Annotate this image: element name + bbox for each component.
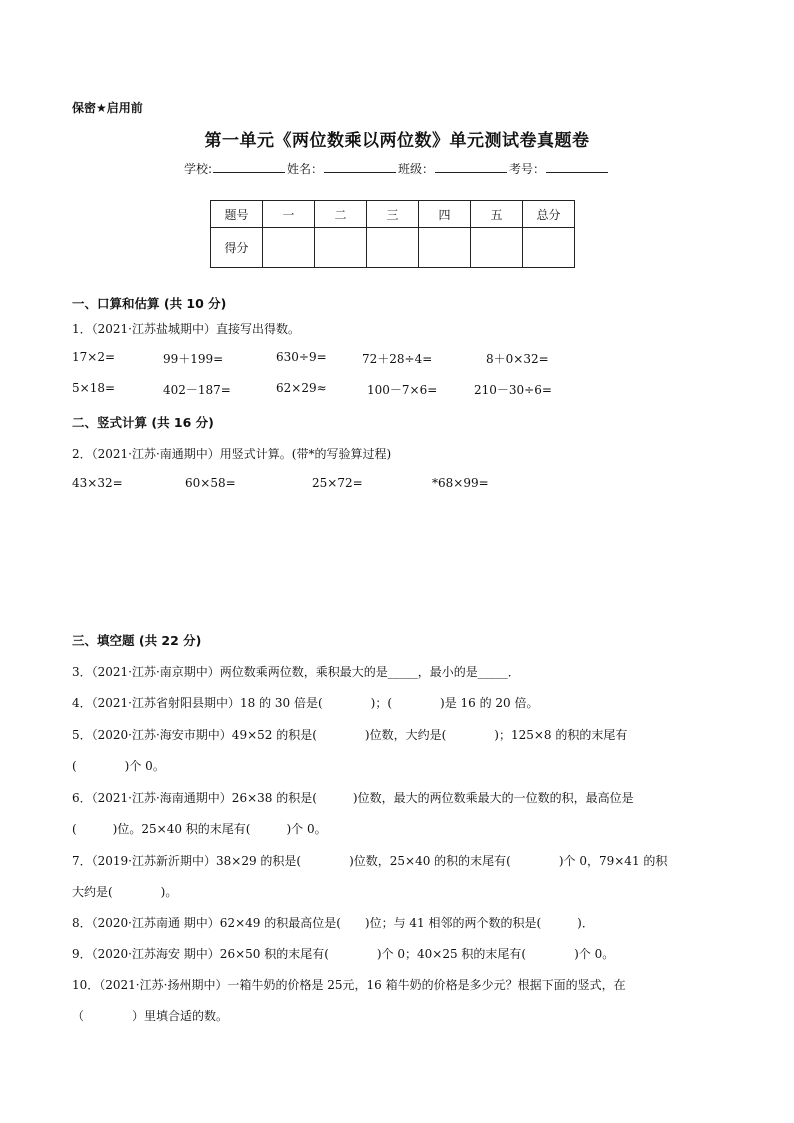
calc-item: 210－30÷6= xyxy=(474,383,552,397)
score-header-cell: 三 xyxy=(367,201,419,228)
score-header-cell: 题号 xyxy=(211,201,263,228)
score-cell[interactable] xyxy=(315,228,367,268)
question-5-cont: ( )个 0。 xyxy=(72,759,165,773)
question-10-cont: （ ）里填合适的数。 xyxy=(72,1009,229,1023)
question-8: 8．（2020·江苏南通 期中）62×49 的积最高位是( )位；与 41 相邻的两个数的积是( )． xyxy=(72,916,594,930)
question-7-cont: 大约是( )。 xyxy=(72,885,178,899)
calc-item: 100－7×6= xyxy=(367,383,438,397)
section-heading-1: 一、口算和估算 (共 10 分) xyxy=(72,296,227,311)
question-9: 9．（2020·江苏海安 期中）26×50 积的末尾有( )个 0；40×25 积的末尾有( )个 0。 xyxy=(72,947,615,961)
calc-item: 8＋0×32= xyxy=(486,352,549,366)
school-label: 学校: xyxy=(183,162,212,176)
number-field[interactable] xyxy=(546,160,608,173)
section-heading-3: 三、填空题 (共 22 分) xyxy=(72,633,202,648)
page-title: 第一单元《两位数乘以两位数》单元测试卷真题卷 xyxy=(204,131,590,151)
name-label: 姓名： xyxy=(287,162,324,176)
score-header-cell: 总分 xyxy=(523,201,575,228)
number-label: 考号： xyxy=(509,162,546,176)
section-heading-2: 二、竖式计算 (共 16 分) xyxy=(72,415,214,430)
calc-item: 630÷9= xyxy=(276,350,327,364)
score-header-cell: 二 xyxy=(315,201,367,228)
school-field[interactable] xyxy=(213,160,285,173)
student-info-line xyxy=(0,160,794,177)
calc-item: 25×72= xyxy=(312,476,363,490)
class-field[interactable] xyxy=(435,160,507,173)
calc-item: 17×2= xyxy=(72,350,116,364)
class-label: 班级： xyxy=(398,162,435,176)
score-cell[interactable] xyxy=(523,228,575,268)
question-4: 4．（2021·江苏省射阳县期中）18 的 30 倍是( )；( )是 16 的 20 倍。 xyxy=(72,696,539,710)
question-6-cont: ( )位。25×40 积的末尾有( )个 0。 xyxy=(72,822,327,836)
question-10: 10．（2021·江苏·扬州期中）一箱牛奶的价格是 25元，16 箱牛奶的价格是多少元？根据下面的竖式，在 xyxy=(72,978,626,992)
question-2: 2．（2021·江苏·南通期中）用竖式计算。(带*的写验算过程) xyxy=(72,447,392,461)
score-header-cell: 四 xyxy=(419,201,471,228)
calc-item: *68×99= xyxy=(432,476,489,490)
question-3: 3．（2021·江苏·南京期中）两位数乘两位数，乘积最大的是_____，最小的是_____． xyxy=(72,665,520,679)
score-header-cell: 一 xyxy=(263,201,315,228)
name-field[interactable] xyxy=(324,160,396,173)
question-6: 6．（2021·江苏·海南通期中）26×38 的积是( )位数，最大的两位数乘最大的一位数的积，最高位是 xyxy=(72,791,634,805)
confidential-label: 保密★启用前 xyxy=(72,101,143,115)
calc-item: 99＋199= xyxy=(163,352,224,366)
calc-item: 5×18= xyxy=(72,381,116,395)
calc-item: 60×58= xyxy=(185,476,236,490)
question-5: 5．（2020·江苏·海安市期中）49×52 的积是( )位数，大约是( )；125×8 的积的末尾有 xyxy=(72,728,628,742)
question-1: 1．（2021·江苏盐城期中）直接写出得数。 xyxy=(72,322,300,336)
calc-item: 72＋28÷4= xyxy=(362,352,433,366)
question-7: 7．（2019·江苏新沂期中）38×29 的积是( )位数，25×40 的积的末尾有( )个 0，79×41 的积 xyxy=(72,854,668,868)
score-cell[interactable] xyxy=(471,228,523,268)
score-row-label: 得分 xyxy=(211,228,263,268)
score-table xyxy=(210,200,575,268)
score-cell[interactable] xyxy=(419,228,471,268)
calc-item: 43×32= xyxy=(72,476,123,490)
calc-item: 62×29≈ xyxy=(276,381,327,395)
score-header-cell: 五 xyxy=(471,201,523,228)
calc-item: 402－187= xyxy=(163,383,231,397)
score-cell[interactable] xyxy=(263,228,315,268)
score-cell[interactable] xyxy=(367,228,419,268)
